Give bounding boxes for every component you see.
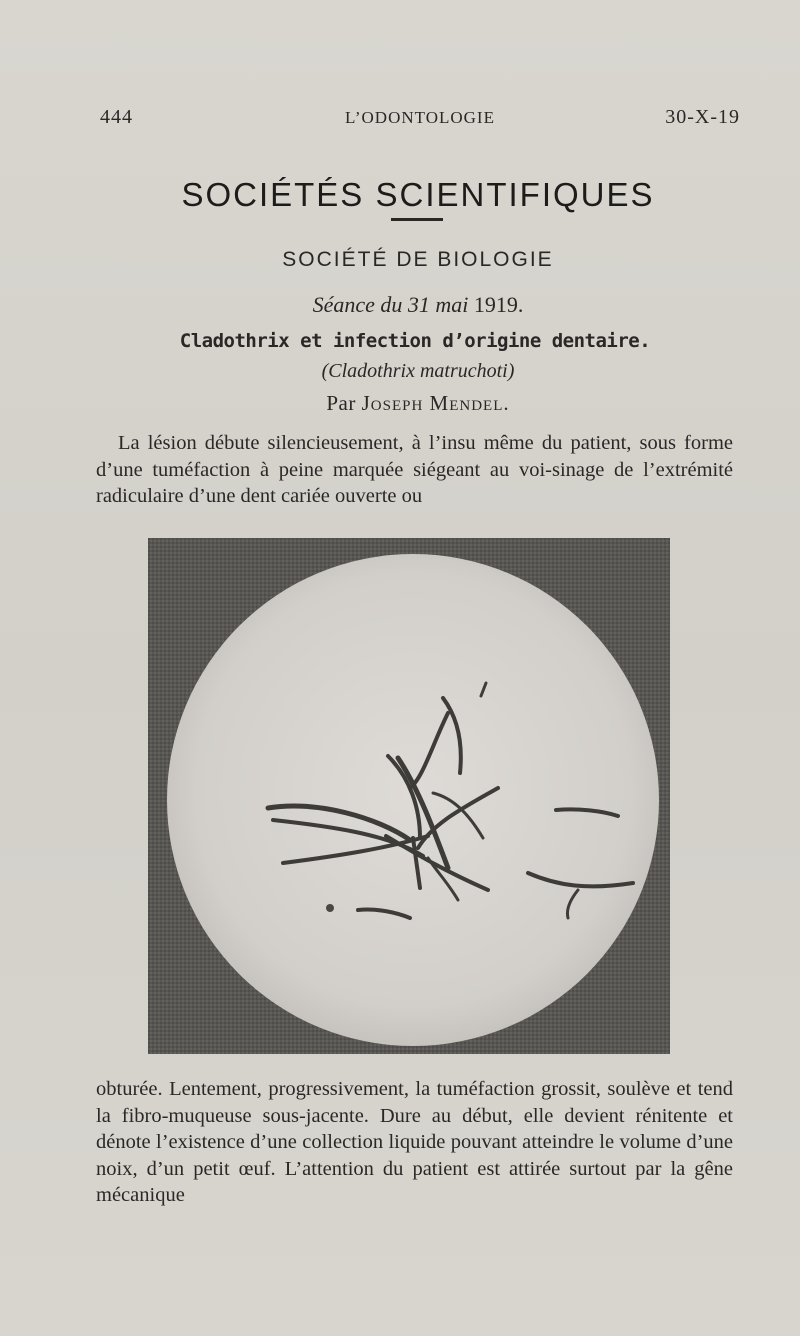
- species-name: (Cladothrix matruchoti): [321, 360, 515, 382]
- society-heading: SOCIÉTÉ DE BIOLOGIE: [282, 248, 554, 271]
- session-label: Séance du 31 mai: [312, 292, 469, 317]
- author-name: Joseph Mendel.: [361, 391, 510, 415]
- session-year: 1919.: [473, 292, 524, 317]
- running-head: [100, 106, 740, 136]
- journal-title: L’ODONTOLOGIE: [345, 108, 495, 127]
- author-prefix: Par: [326, 391, 356, 415]
- issue-date: 30-X-19: [665, 106, 740, 128]
- section-title: SOCIÉTÉS SCIENTIFIQUES: [181, 176, 655, 213]
- session-date: [0, 292, 800, 318]
- article-title: Cladothrix et infection d’origine dentaire.: [179, 330, 651, 352]
- title-rule: [391, 218, 443, 221]
- page-number: 444: [100, 106, 133, 128]
- body-paragraph-bottom: obturée. Lentement, progressivement, la tuméfaction grossit, soulève et tend la fibro-muqueuse sous-jacente. Dure au début, elle devient rénitente et dénote l’existence d’une collection liquide pouvant atteindre le volume d’une noix, d’un petit œuf. L’attention du patient est attirée surtout par la gêne mécanique: [96, 1078, 733, 1206]
- author-line: [0, 391, 800, 416]
- body-paragraph-top: La lésion débute silencieusement, à l’insu même du patient, sous forme d’une tuméfaction à peine marquée siégeant au voi-sinage de l’extrémité radiculaire d’une dent cariée ouverte ou: [96, 432, 733, 507]
- micrograph-figure: [148, 538, 670, 1054]
- micrograph-icon: [148, 538, 670, 1054]
